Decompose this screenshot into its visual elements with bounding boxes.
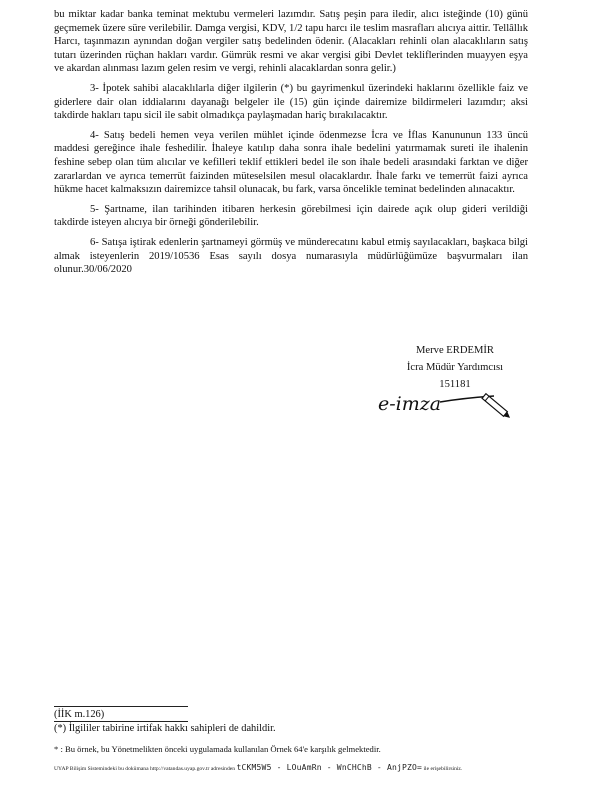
signer-title: İcra Müdür Yardımcısı [406, 362, 504, 373]
paragraph-sale-terms: bu miktar kadar banka teminat mektubu vermeleri lazımdır. Satış peşin para iledir, alıcı isteğinde (10) günü geçmemek üzere süre verilebilir. Damga vergisi, KDV, 1/2 tapu harcı ile teslim masrafları alıcıya aittir. Tellâllık Harcı, taşınmazın aynından doğan vergiler satış bedelinden ödenir. (Alacakları rehinli olan alacaklıların satış tutarı üzerinden rüçhan hakları vardır. Gümrük resmi ve akar vergisi gibi Devlet tekliflerinden muayyen eşya ve akardan alınması lazım gelen resim ve vergi, rehinli alacaklardan sonra gelir.) [54, 9, 528, 75]
uyap-verification-code: tCKM5W5 - LOuAmRn - WnCHChB - AnjPZO= [236, 763, 423, 772]
signer-name: Merve ERDEMİR [416, 345, 494, 356]
footnote-divider [54, 706, 188, 707]
footnote-example-reference: * : Bu örnek, bu Yönetmelikten önceki uygulamada kullanılan Örnek 64'e karşılık gelmektedir. [54, 744, 381, 754]
paragraph-specification: 5- Şartname, ilan tarihinden itibaren herkesin görebilmesi için dairede açık olup gideri verildiği takdirde isteyen alıcıya bir örneği gönderilebilir. [54, 203, 528, 229]
paragraph-mortgage-claims: 3- İpotek sahibi alacaklılarla diğer ilgilerin (*) bu gayrimenkul üzerindeki haklarını özellikle faiz ve giderlere dair olan iddialarını dayanağı belgeler ile (15) gün içinde dairemize bildirmeleri lazımdır; aksi takdirde hakları tapu sicil ile sabit olmadıkça paylaşmadan hariç bırakılacaktır. [54, 82, 528, 122]
signature-block [380, 342, 530, 393]
signer-number: 151181 [439, 379, 471, 390]
law-reference: (İİK m.126) [54, 709, 105, 720]
uyap-footer-prefix: UYAP Bilişim Sistemindeki bu dokümana http://vatandas.uyap.gov.tr adresinden [54, 766, 236, 772]
paragraph-payment-default: 4- Satış bedeli hemen veya verilen mühlet içinde ödenmezse İcra ve İflas Kanununun 133 üncü maddesi gereğince ihale feshedilir. İhaleye katılıp daha sonra ihale bedelini yatırmamak sureti ile ihalenin feshine sebep olan tüm alıcılar ve kefilleri teklif ettikleri bedel ile son ihale bedeli arasındaki farktan ve diğer zararlardan ve ayrıca temerrüt faizinden müteselsilen mesul olacaklardır. İhale farkı ve temerrüt faizi ayrıca hükme hacet kalmaksızın dairemizce tahsil olunacak, bu fark, varsa öncelikle teminat bedelinden alınacaktır. [54, 129, 528, 196]
document-body [54, 8, 528, 277]
uyap-verification-footer [54, 764, 554, 773]
footnote-interested-parties: (*) İlgililer tabirine irtifak hakkı sahipleri de dahildir. [54, 723, 276, 734]
e-signature-stamp-icon [364, 388, 514, 430]
uyap-footer-suffix: ile erişebilirsiniz. [423, 766, 463, 772]
svg-text:e-imza: e-imza [378, 393, 442, 415]
paragraph-announcement: 6- Satışa iştirak edenlerin şartnameyi görmüş ve münderecatını kabul etmiş sayılacakları, başkaca bilgi almak isteyenlerin 2019/10536 Esas sayılı dosya numarasıyla müdürlüğümüze başvurmaları ilan olunur.30/06/2020 [54, 236, 528, 276]
